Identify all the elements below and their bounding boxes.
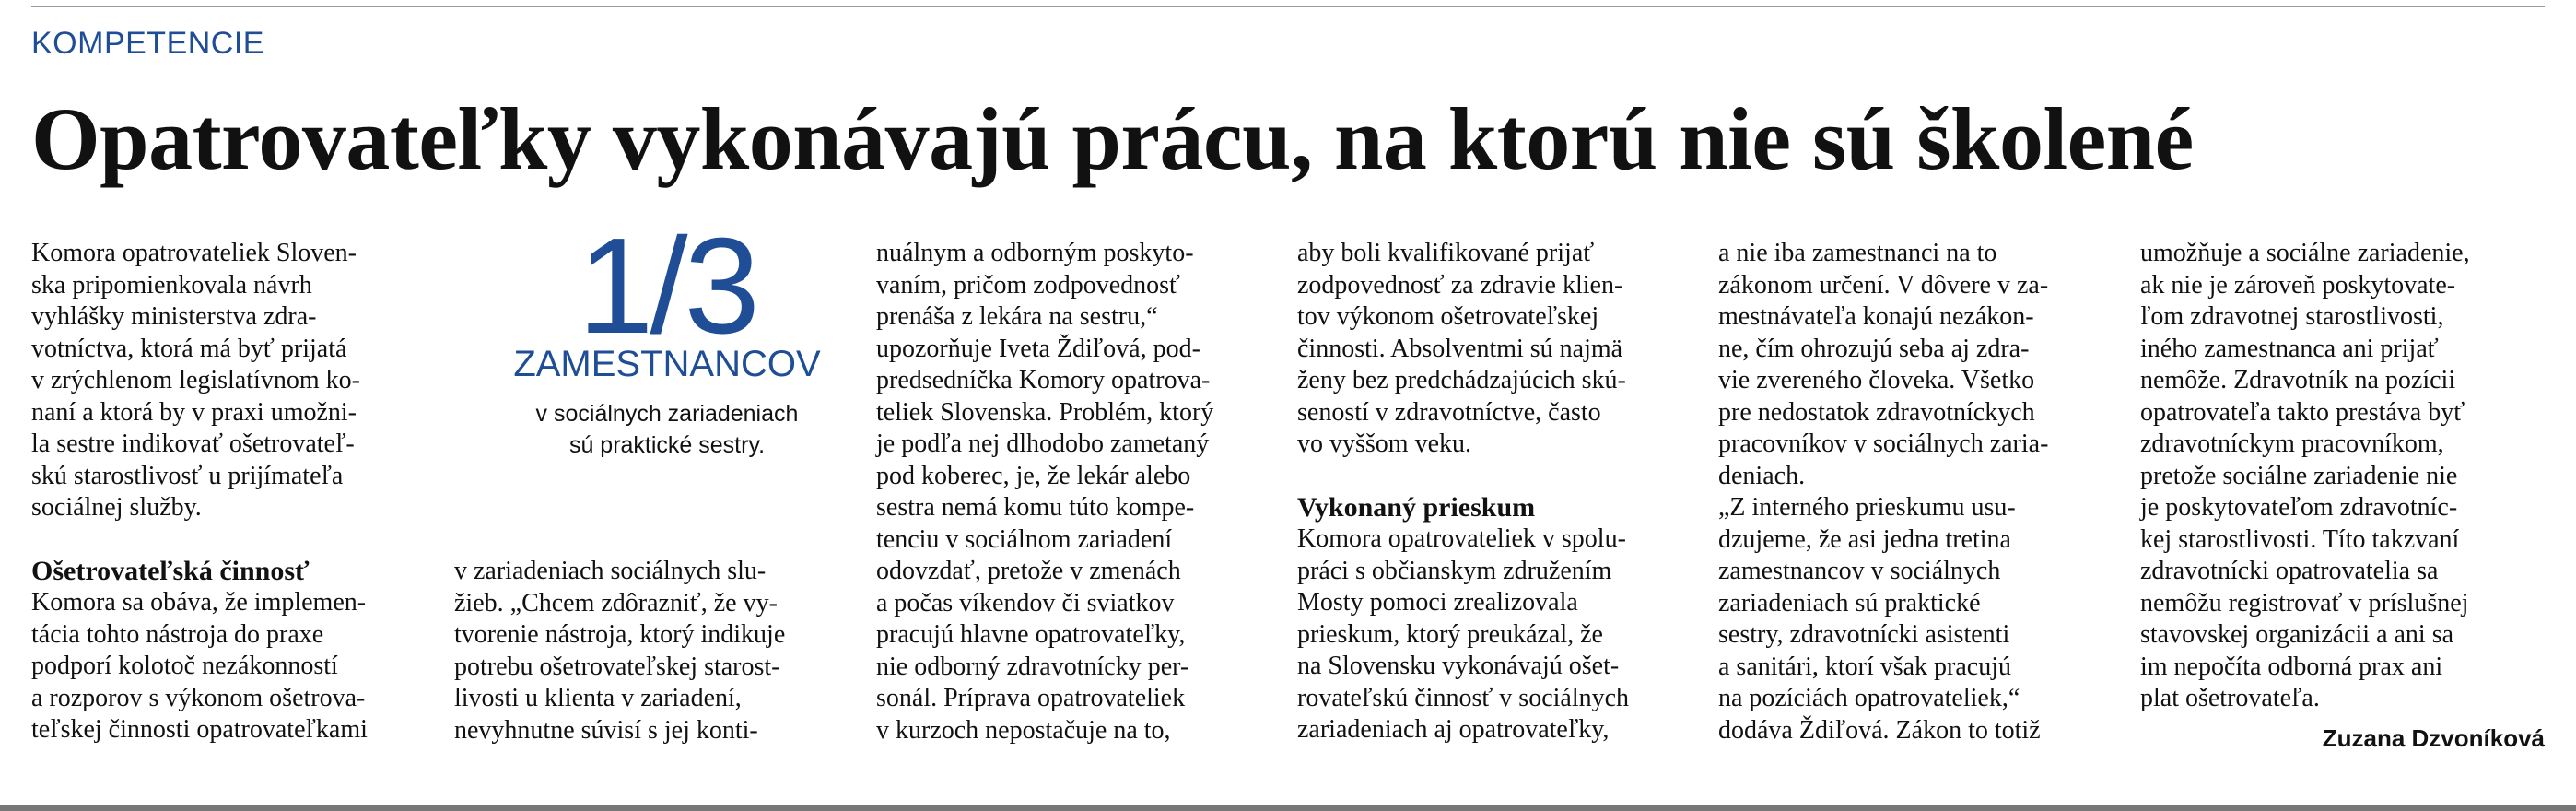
- text-line: pre nedostatok zdravotníckych: [1718, 397, 2035, 427]
- text-line: zákonom určení. V dôvere v za-: [1718, 270, 2049, 300]
- text-line: ak nie je zároveň poskytovate-: [2140, 270, 2456, 300]
- text-line: plat ošetrovateľa.: [2140, 684, 2320, 712]
- text-line: ženy bez predchádzajúcich skú-: [1297, 366, 1626, 394]
- text-line: livosti u klienta v zariadení,: [454, 684, 742, 712]
- text-line: ska pripomienkovala návrh: [31, 270, 312, 300]
- text-line: prieskum, ktorý preukázal, že: [1297, 619, 1603, 649]
- text-line: na Slovensku vykonávajú ošet-: [1297, 652, 1620, 680]
- text-line: pod koberec, je, že lekár alebo: [876, 461, 1191, 490]
- stat-label: ZAMESTNANCOV: [513, 344, 821, 384]
- text-line: nemôžu registrovať v príslušnej: [2140, 588, 2469, 617]
- text-line: umožňuje a sociálne zariadenie,: [2140, 239, 2470, 267]
- text-line: nevyhnutne súvisí s jej konti-: [454, 715, 758, 745]
- text-line: la sestre indikovať ošetrovateľ-: [31, 429, 355, 458]
- article-column-6: [2140, 238, 2538, 715]
- text-line: a sanitári, ktorí však pracujú: [1718, 652, 2012, 681]
- text-line: a rozporov s výkonom ošetrova-: [31, 683, 366, 712]
- author-byline: Zuzana Dzvoníková: [2322, 724, 2545, 752]
- text-line: podporí kolotoč nezákonností: [31, 652, 338, 680]
- text-line: upozorňuje Iveta Ždiľová, pod-: [876, 334, 1200, 363]
- subheading: Vykonaný prieskum: [1297, 491, 1536, 523]
- text-line: činnosti. Absolventmi sú najmä: [1297, 334, 1623, 363]
- top-rule: [31, 6, 2545, 7]
- text-line: tov výkonom ošetrovateľskej: [1297, 302, 1599, 331]
- text-line: dodáva Ždiľová. Zákon to totiž: [1718, 715, 2041, 745]
- text-line: a počas víkendov či sviatkov: [876, 588, 1175, 617]
- text-line: nie odborný zdravotnícky per-: [876, 652, 1189, 681]
- paragraph-gap: [31, 524, 429, 556]
- text-line: na pozíciách opatrovateliek,“: [1718, 684, 2020, 712]
- text-line: sestra nemá komu túto kompe-: [876, 493, 1195, 522]
- text-line: tenciu v sociálnom zariadení: [876, 524, 1173, 554]
- text-line: zodpovednosť za zdravie klien-: [1297, 270, 1623, 300]
- article-column-4: [1297, 238, 1695, 746]
- text-line: sociálnej služby.: [31, 493, 202, 522]
- text-line: predsedníčka Komory opatrova-: [876, 366, 1211, 394]
- text-line: im nepočíta odborná prax ani: [2140, 652, 2443, 681]
- text-line: teliek Slovenska. Problém, ktorý: [876, 397, 1214, 427]
- article-column-1: [31, 238, 429, 746]
- stat-number: 1/3: [578, 210, 756, 362]
- text-line: odovzdať, pretože v zmenách: [876, 557, 1181, 585]
- section-label: KOMPETENCIE: [31, 26, 264, 61]
- text-line: naní a ktorá by v praxi umožni-: [31, 397, 357, 427]
- text-line: votníctva, ktorá má byť prijatá: [31, 334, 347, 363]
- bottom-bar: [0, 805, 2576, 811]
- text-line: mestnávateľa konajú nezákon-: [1718, 302, 2034, 331]
- text-line: pracovníkov v sociálnych zaria-: [1718, 429, 2049, 458]
- subheading: Ošetrovateľská činnosť: [31, 555, 310, 586]
- text-line: kej starostlivosti. Títo takzvaní: [2140, 524, 2460, 554]
- text-line: vyhlášky ministerstva zdra-: [31, 302, 317, 331]
- text-line: zdravotníckym pracovníkom,: [2140, 429, 2444, 458]
- text-line: zdravotnícki opatrovatelia sa: [2140, 557, 2439, 585]
- text-line: zamestnancov v sociálnych: [1718, 557, 2001, 585]
- text-line: pracujú hlavne opatrovateľky,: [876, 620, 1186, 649]
- text-line: zariadeniach sú praktické: [1718, 588, 1981, 617]
- text-line: opatrovateľa takto prestáva byť: [2140, 397, 2465, 427]
- text-line: sonál. Príprava opatrovateliek: [876, 684, 1186, 712]
- text-line: práci s občianskym združením: [1297, 556, 1612, 585]
- text-line: stavovskej organizácii a ani sa: [2140, 620, 2454, 649]
- text-line: a nie iba zamestnanci na to: [1718, 239, 1997, 267]
- text-line: deniach.: [1718, 461, 1806, 490]
- text-line: v zrýchlenom legislatívnom ko-: [31, 366, 360, 394]
- text-line: sestry, zdravotnícki asistenti: [1718, 620, 2010, 649]
- article-column-3: [876, 238, 1274, 746]
- text-line: ľom zdravotnej starostlivosti,: [2140, 302, 2444, 331]
- text-line: vo vyššom veku.: [1297, 429, 1471, 458]
- text-line: ne, čím ohrozujú seba aj zdra-: [1718, 334, 2030, 363]
- stat-caption: [468, 398, 866, 461]
- text-line: „Z interného prieskumu usu-: [1718, 493, 2016, 522]
- article-column-5: [1718, 238, 2116, 746]
- article-headline: Opatrovateľky vykonávajú prácu, na ktorú nie sú školené: [31, 89, 2194, 188]
- text-line: Komora sa obáva, že implemen-: [31, 588, 367, 617]
- text-line: seností v zdravotníctve, často: [1297, 397, 1601, 427]
- text-line: v zariadeniach sociálnych slu-: [454, 557, 767, 585]
- text-line: skú starostlivosť u prijímateľa: [31, 461, 344, 490]
- text-line: žieb. „Chcem zdôrazniť, že vy-: [454, 588, 778, 617]
- text-line: rovateľskú činnosť v sociálnych: [1297, 683, 1630, 712]
- text-line: zariadeniach aj opatrovateľky,: [1297, 715, 1610, 744]
- text-line: je poskytovateľom zdravotníc-: [2140, 493, 2458, 522]
- text-line: tácia tohto nástroja do praxe: [31, 619, 324, 649]
- stat-callout: [468, 210, 866, 461]
- text-line: nemôže. Zdravotník na pozícii: [2140, 366, 2456, 394]
- paragraph-gap: [1297, 461, 1695, 492]
- stat-caption-line: v sociálnych zariadeniach: [535, 401, 799, 427]
- text-line: vaním, pričom zodpovednosť: [876, 270, 1181, 300]
- stat-caption-line: sú praktické sestry.: [568, 432, 766, 458]
- text-line: v kurzoch nepostačuje na to,: [876, 715, 1171, 745]
- text-line: pretože sociálne zariadenie nie: [2140, 461, 2458, 490]
- text-line: je podľa nej dlhodobo zametaný: [876, 429, 1210, 458]
- text-line: tvorenie nástroja, ktorý indikuje: [454, 620, 786, 649]
- text-line: potrebu ošetrovateľskej starost-: [454, 652, 780, 681]
- text-line: aby boli kvalifikované prijať: [1297, 239, 1595, 267]
- text-line: Komora opatrovateliek v spolu-: [1297, 524, 1626, 553]
- text-line: prenáša z lekára na sestru,“: [876, 302, 1158, 331]
- text-line: dzujeme, že asi jedna tretina: [1718, 524, 2011, 554]
- article-column-2: [454, 556, 852, 746]
- text-line: vie zvereného človeka. Všetko: [1718, 366, 2035, 394]
- text-line: iného zamestnanca ani prijať: [2140, 334, 2439, 363]
- text-line: teľskej činnosti opatrovateľkami: [31, 715, 368, 744]
- text-line: Komora opatrovateliek Sloven-: [31, 239, 357, 267]
- text-line: nuálnym a odborným poskyto-: [876, 239, 1194, 267]
- text-line: Mosty pomoci zrealizovala: [1297, 588, 1578, 617]
